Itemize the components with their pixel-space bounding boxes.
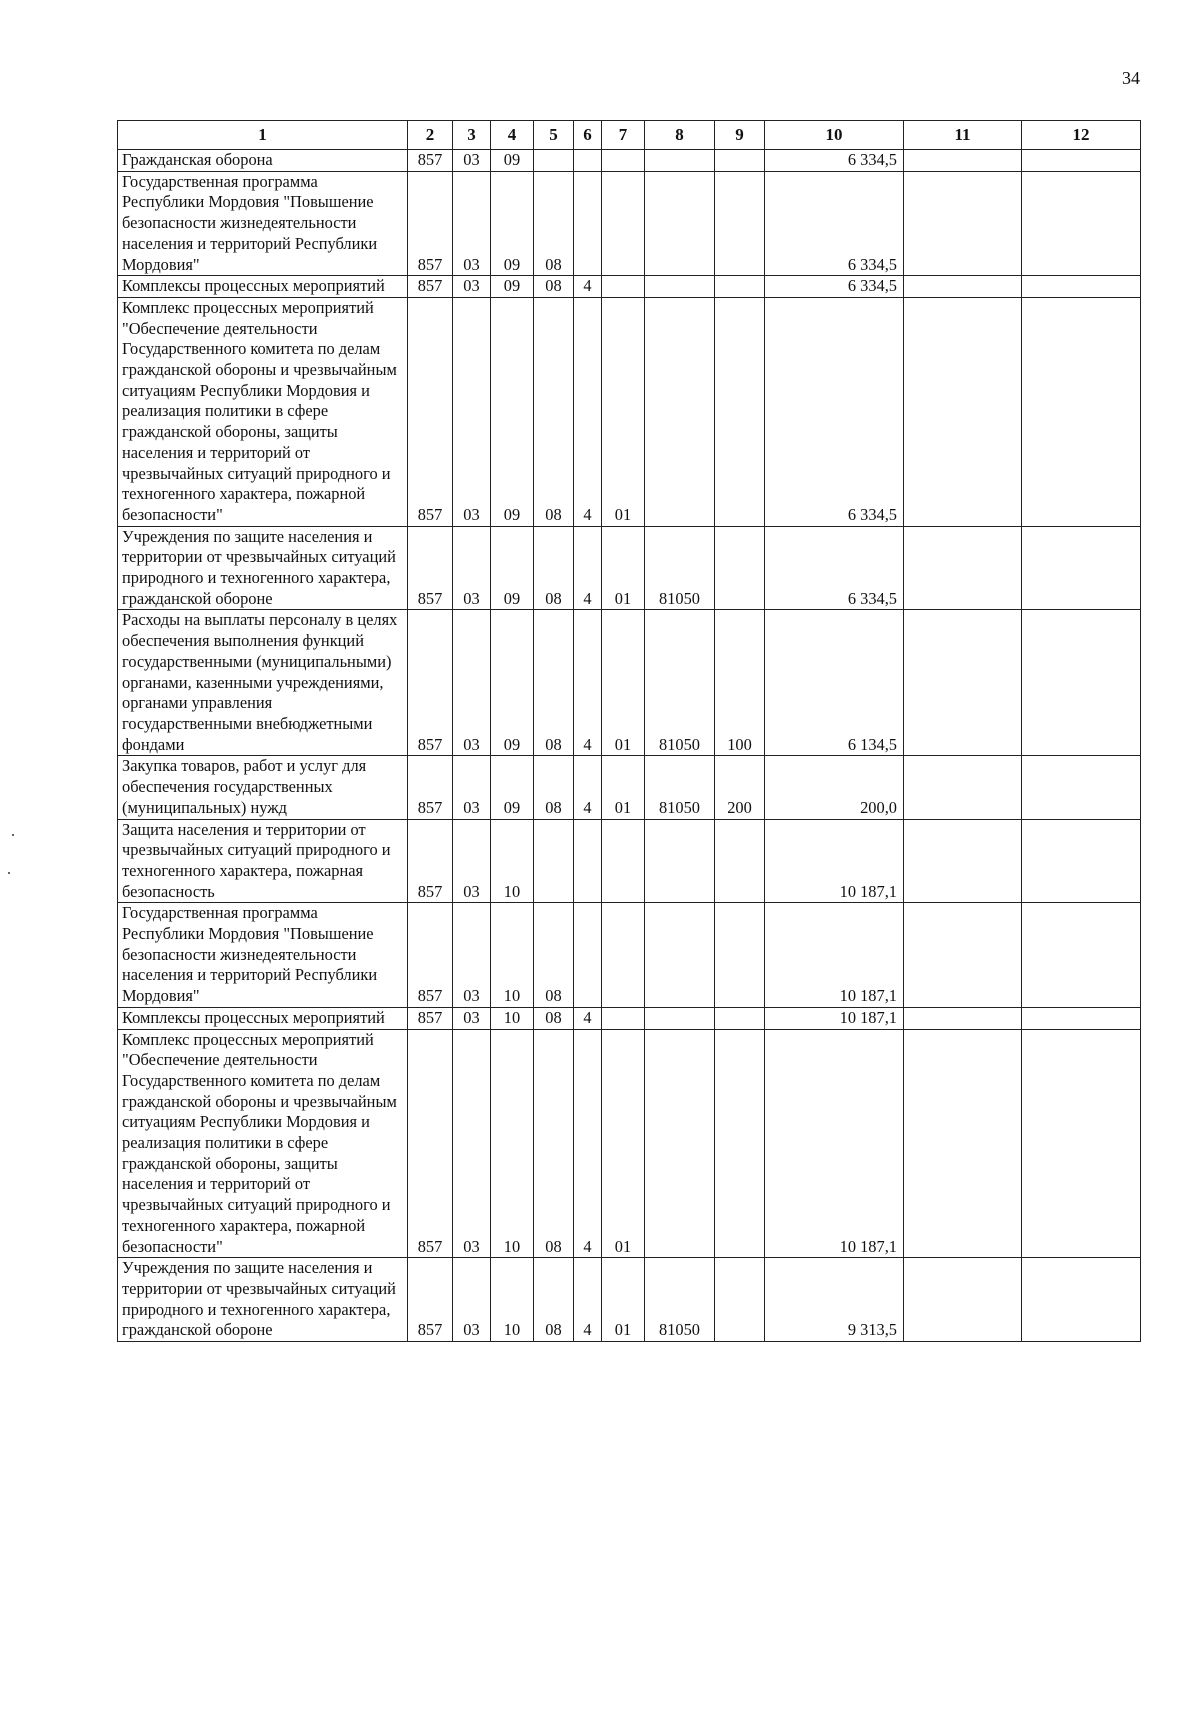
row-name: Закупка товаров, работ и услуг для обеспечения государственных (муниципальных) нужд — [118, 756, 408, 819]
cell-program: 08 — [534, 903, 574, 1008]
table-row — [118, 297, 1141, 526]
cell-section: 03 — [453, 1258, 491, 1342]
cell-program: 08 — [534, 1029, 574, 1258]
cell-direction: 81050 — [645, 610, 715, 756]
cell-subsection: 10 — [491, 819, 534, 903]
cell-program-type — [574, 903, 602, 1008]
cell-subsection: 09 — [491, 756, 534, 819]
cell-col-12 — [1022, 756, 1141, 819]
cell-ministry-code: 857 — [408, 150, 453, 172]
cell-col-12 — [1022, 1007, 1141, 1029]
cell-col-11 — [904, 903, 1022, 1008]
cell-col-11 — [904, 1258, 1022, 1342]
column-header: 6 — [574, 121, 602, 150]
cell-section: 03 — [453, 756, 491, 819]
table-row — [118, 1007, 1141, 1029]
cell-direction — [645, 276, 715, 298]
cell-program: 08 — [534, 297, 574, 526]
cell-program: 08 — [534, 1258, 574, 1342]
cell-structural-element — [602, 276, 645, 298]
cell-direction — [645, 903, 715, 1008]
cell-direction — [645, 819, 715, 903]
cell-col-11 — [904, 150, 1022, 172]
cell-expense-type — [715, 1029, 765, 1258]
cell-expense-type — [715, 819, 765, 903]
table-row — [118, 610, 1141, 756]
cell-amount: 10 187,1 — [765, 819, 904, 903]
cell-expense-type — [715, 297, 765, 526]
cell-ministry-code: 857 — [408, 1007, 453, 1029]
cell-program-type: 4 — [574, 756, 602, 819]
cell-program: 08 — [534, 1007, 574, 1029]
cell-ministry-code: 857 — [408, 171, 453, 276]
table-row — [118, 1029, 1141, 1258]
cell-subsection: 10 — [491, 1007, 534, 1029]
cell-section: 03 — [453, 1007, 491, 1029]
cell-expense-type — [715, 1258, 765, 1342]
cell-program — [534, 150, 574, 172]
cell-amount: 6 334,5 — [765, 526, 904, 610]
column-header: 3 — [453, 121, 491, 150]
column-header: 10 — [765, 121, 904, 150]
cell-col-11 — [904, 1007, 1022, 1029]
cell-program-type: 4 — [574, 1029, 602, 1258]
budget-table — [117, 120, 1141, 1342]
cell-col-12 — [1022, 1029, 1141, 1258]
cell-ministry-code: 857 — [408, 276, 453, 298]
cell-section: 03 — [453, 526, 491, 610]
cell-subsection: 10 — [491, 1258, 534, 1342]
cell-ministry-code: 857 — [408, 1258, 453, 1342]
cell-structural-element: 01 — [602, 1029, 645, 1258]
cell-program-type: 4 — [574, 276, 602, 298]
cell-ministry-code: 857 — [408, 903, 453, 1008]
cell-col-11 — [904, 171, 1022, 276]
cell-structural-element — [602, 171, 645, 276]
cell-subsection: 09 — [491, 526, 534, 610]
cell-col-11 — [904, 297, 1022, 526]
table-row — [118, 1258, 1141, 1342]
cell-program-type: 4 — [574, 610, 602, 756]
cell-section: 03 — [453, 1029, 491, 1258]
cell-expense-type: 200 — [715, 756, 765, 819]
cell-ministry-code: 857 — [408, 1029, 453, 1258]
cell-structural-element — [602, 1007, 645, 1029]
cell-structural-element: 01 — [602, 297, 645, 526]
cell-program-type: 4 — [574, 297, 602, 526]
cell-direction — [645, 1007, 715, 1029]
cell-subsection: 09 — [491, 297, 534, 526]
cell-structural-element: 01 — [602, 1258, 645, 1342]
table-row — [118, 150, 1141, 172]
cell-subsection: 09 — [491, 171, 534, 276]
cell-col-11 — [904, 276, 1022, 298]
row-name: Комплекс процессных мероприятий "Обеспечение деятельности Государственного комитета по делам гражданской обороны и чрезвычайным ситуациям Республики Мордовия и реализация политики в сфере гражданской обороны, защиты населения и территорий от чрезвычайных ситуаций природного и техногенного характера, пожарной безопасности" — [118, 1029, 408, 1258]
cell-col-11 — [904, 1029, 1022, 1258]
table-row — [118, 903, 1141, 1008]
cell-direction — [645, 150, 715, 172]
cell-direction — [645, 297, 715, 526]
column-header: 9 — [715, 121, 765, 150]
cell-direction: 81050 — [645, 526, 715, 610]
cell-section: 03 — [453, 171, 491, 276]
cell-section: 03 — [453, 610, 491, 756]
cell-col-12 — [1022, 526, 1141, 610]
cell-structural-element — [602, 903, 645, 1008]
cell-col-11 — [904, 756, 1022, 819]
column-header: 4 — [491, 121, 534, 150]
cell-program — [534, 819, 574, 903]
cell-subsection: 09 — [491, 610, 534, 756]
cell-subsection: 10 — [491, 1029, 534, 1258]
cell-ministry-code: 857 — [408, 297, 453, 526]
row-name: Государственная программа Республики Мордовия "Повышение безопасности жизнедеятельности населения и территорий Республики Мордовия" — [118, 171, 408, 276]
table-row — [118, 526, 1141, 610]
row-name: Защита населения и территории от чрезвычайных ситуаций природного и техногенного характера, пожарная безопасность — [118, 819, 408, 903]
cell-amount: 10 187,1 — [765, 1029, 904, 1258]
cell-structural-element — [602, 150, 645, 172]
cell-col-12 — [1022, 610, 1141, 756]
cell-expense-type — [715, 1007, 765, 1029]
cell-amount: 200,0 — [765, 756, 904, 819]
cell-amount: 6 334,5 — [765, 171, 904, 276]
cell-program: 08 — [534, 610, 574, 756]
cell-subsection: 10 — [491, 903, 534, 1008]
cell-ministry-code: 857 — [408, 610, 453, 756]
cell-col-11 — [904, 610, 1022, 756]
cell-col-11 — [904, 819, 1022, 903]
cell-col-11 — [904, 526, 1022, 610]
row-name: Комплекс процессных мероприятий "Обеспечение деятельности Государственного комитета по делам гражданской обороны и чрезвычайным ситуациям Республики Мордовия и реализация политики в сфере гражданской обороны, защиты населения и территорий от чрезвычайных ситуаций природного и техногенного характера, пожарной безопасности" — [118, 297, 408, 526]
cell-section: 03 — [453, 819, 491, 903]
cell-ministry-code: 857 — [408, 756, 453, 819]
cell-structural-element: 01 — [602, 526, 645, 610]
cell-section: 03 — [453, 903, 491, 1008]
cell-structural-element: 01 — [602, 610, 645, 756]
cell-amount: 6 334,5 — [765, 276, 904, 298]
cell-direction: 81050 — [645, 1258, 715, 1342]
cell-direction — [645, 1029, 715, 1258]
cell-direction: 81050 — [645, 756, 715, 819]
cell-col-12 — [1022, 276, 1141, 298]
cell-section: 03 — [453, 276, 491, 298]
column-header: 12 — [1022, 121, 1141, 150]
cell-program: 08 — [534, 526, 574, 610]
cell-expense-type — [715, 150, 765, 172]
cell-program: 08 — [534, 276, 574, 298]
column-header: 5 — [534, 121, 574, 150]
cell-structural-element — [602, 819, 645, 903]
cell-program: 08 — [534, 171, 574, 276]
cell-amount: 6 334,5 — [765, 297, 904, 526]
column-header: 1 — [118, 121, 408, 150]
cell-col-12 — [1022, 171, 1141, 276]
row-name: Комплексы процессных мероприятий — [118, 1007, 408, 1029]
column-header: 8 — [645, 121, 715, 150]
table-header-row — [118, 121, 1141, 150]
cell-col-12 — [1022, 297, 1141, 526]
cell-expense-type — [715, 526, 765, 610]
column-header: 7 — [602, 121, 645, 150]
cell-expense-type — [715, 171, 765, 276]
row-name: Расходы на выплаты персоналу в целях обеспечения выполнения функций государственными (муниципальными) органами, казенными учреждениями, органами управления государственными внебюджетными фондами — [118, 610, 408, 756]
cell-subsection: 09 — [491, 150, 534, 172]
cell-program-type — [574, 171, 602, 276]
cell-subsection: 09 — [491, 276, 534, 298]
cell-direction — [645, 171, 715, 276]
row-name: Учреждения по защите населения и территории от чрезвычайных ситуаций природного и техногенного характера, гражданской обороне — [118, 1258, 408, 1342]
column-header: 11 — [904, 121, 1022, 150]
cell-expense-type: 100 — [715, 610, 765, 756]
cell-col-12 — [1022, 903, 1141, 1008]
scan-mark — [8, 872, 10, 874]
cell-ministry-code: 857 — [408, 819, 453, 903]
column-header: 2 — [408, 121, 453, 150]
table-row — [118, 819, 1141, 903]
cell-amount: 10 187,1 — [765, 903, 904, 1008]
cell-section: 03 — [453, 150, 491, 172]
cell-expense-type — [715, 903, 765, 1008]
cell-col-12 — [1022, 819, 1141, 903]
cell-program-type: 4 — [574, 1258, 602, 1342]
cell-amount: 10 187,1 — [765, 1007, 904, 1029]
row-name: Учреждения по защите населения и территории от чрезвычайных ситуаций природного и техногенного характера, гражданской обороне — [118, 526, 408, 610]
cell-program-type: 4 — [574, 1007, 602, 1029]
page-number: 34 — [1122, 68, 1140, 88]
cell-amount: 6 134,5 — [765, 610, 904, 756]
cell-ministry-code: 857 — [408, 526, 453, 610]
cell-structural-element: 01 — [602, 756, 645, 819]
cell-expense-type — [715, 276, 765, 298]
table-row — [118, 756, 1141, 819]
row-name: Государственная программа Республики Мордовия "Повышение безопасности жизнедеятельности населения и территорий Республики Мордовия" — [118, 903, 408, 1008]
cell-amount: 9 313,5 — [765, 1258, 904, 1342]
cell-program-type — [574, 819, 602, 903]
cell-col-12 — [1022, 1258, 1141, 1342]
row-name: Комплексы процессных мероприятий — [118, 276, 408, 298]
cell-section: 03 — [453, 297, 491, 526]
scan-mark — [12, 834, 14, 836]
cell-program: 08 — [534, 756, 574, 819]
cell-program-type — [574, 150, 602, 172]
cell-col-12 — [1022, 150, 1141, 172]
row-name: Гражданская оборона — [118, 150, 408, 172]
cell-amount: 6 334,5 — [765, 150, 904, 172]
table-row — [118, 171, 1141, 276]
table-row — [118, 276, 1141, 298]
cell-program-type: 4 — [574, 526, 602, 610]
